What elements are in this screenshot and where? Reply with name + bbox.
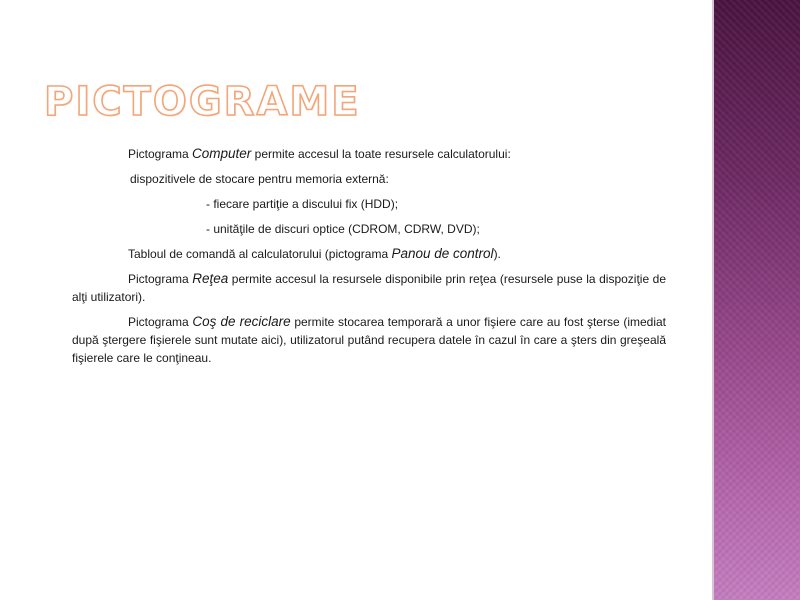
text-run: permite stocarea temporară a unor fişiere care au fost şterse (imediat după ştergere fişierele sunt mutate aici), utilizatorul putând recupera datele în cazul în care a şters din greşeală fişierele care le conţineau. (72, 315, 667, 365)
slide-body (72, 145, 666, 374)
text-run: ). (493, 247, 501, 261)
term-network: Reţea (192, 271, 229, 286)
paragraph-control-panel (72, 245, 666, 263)
text-run: permite accesul la toate resursele calculatorului: (251, 147, 511, 161)
text-run: Pictograma (128, 272, 193, 286)
list-item-hdd: - fiecare partiţie a discului fix (HDD); (206, 197, 399, 211)
decorative-side-panel (714, 0, 800, 600)
term-computer: Computer (192, 146, 252, 161)
text-run: Pictograma (128, 147, 193, 161)
text-run: permite accesul la resursele disponibile prin reţea (resursele puse la dispoziţie de alţi utilizatori). (72, 272, 666, 304)
paragraph-network (72, 270, 666, 306)
term-recycle-bin: Coş de reciclare (192, 314, 291, 329)
text-run: Tabloul de comandă al calculatorului (pictograma (128, 247, 392, 261)
paragraph-storage-devices: dispozitivele de stocare pentru memoria externă: (130, 172, 389, 186)
slide-title: PICTOGRAME (44, 79, 361, 125)
paragraph-recycle-bin (72, 313, 666, 367)
text-run: Pictograma (128, 315, 193, 329)
term-control-panel: Panou de control (391, 246, 494, 261)
list-item-optical: - unităţile de discuri optice (CDROM, CDRW, DVD); (206, 222, 480, 236)
paragraph-computer (72, 145, 666, 163)
